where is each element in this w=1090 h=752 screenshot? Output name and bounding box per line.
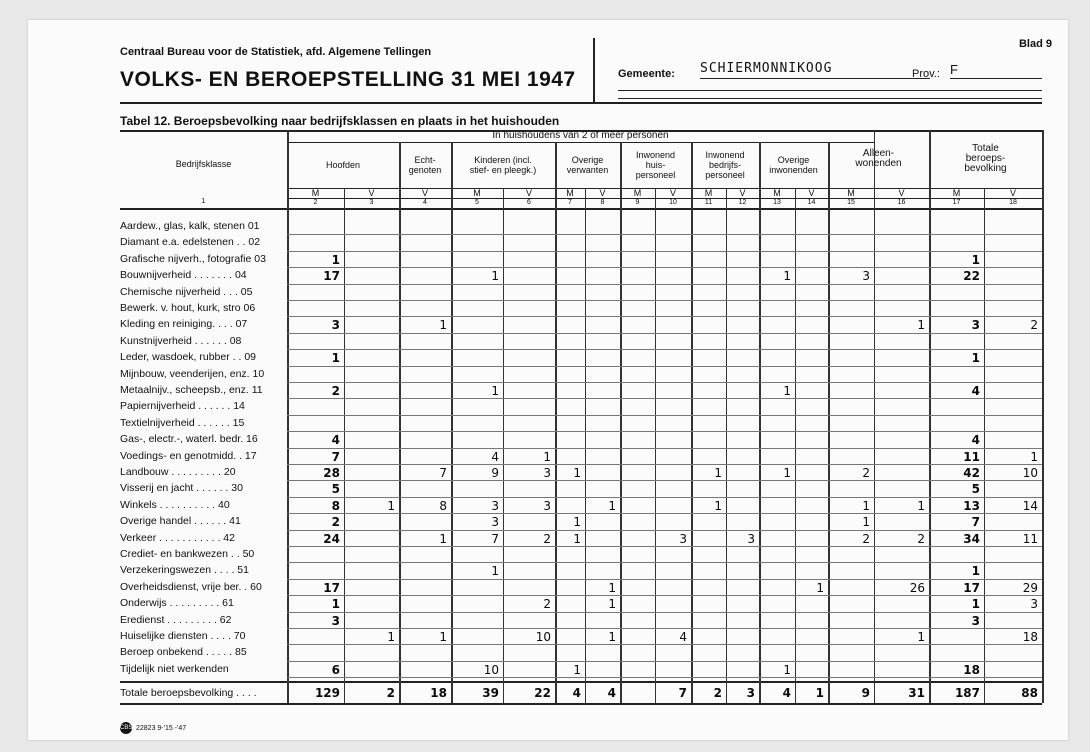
- table-cell: 1: [971, 252, 980, 267]
- table-cell: 1: [608, 498, 616, 513]
- sheet-number: Blad 9: [1018, 38, 1052, 50]
- table-cell: 3: [491, 498, 499, 513]
- row-label: Tijdelijk niet werkenden: [120, 662, 229, 675]
- table-cell: 3: [971, 318, 980, 333]
- table-cell: 1: [491, 384, 499, 398]
- print-code: 22823 9-'15 -'47: [136, 725, 187, 732]
- header-separator: [593, 38, 595, 102]
- header-bottom-rule: [120, 208, 1042, 210]
- total-cell: 31: [908, 686, 925, 701]
- table-cell: 1: [439, 531, 447, 546]
- column-rule: [874, 130, 875, 703]
- sex-label: V: [669, 188, 676, 198]
- table-cell: 6: [331, 662, 340, 677]
- row-rule: [287, 300, 1042, 301]
- row-label: Overheidsdienst, vrije ber. . 60: [120, 580, 262, 593]
- table-cell: 17: [323, 269, 340, 284]
- column-number: 13: [773, 199, 781, 206]
- row-label: Voedings- en genotmidd. . 17: [120, 449, 257, 462]
- table-cell: 3: [1030, 597, 1038, 612]
- table-cell: 42: [963, 466, 980, 480]
- table-cell: 2: [862, 531, 870, 546]
- header-rule: [618, 98, 1042, 99]
- total-cell: 1: [815, 686, 824, 701]
- total-cell: 2: [386, 686, 395, 701]
- table-cell: 7: [331, 449, 340, 464]
- table-cell: 1: [714, 466, 722, 480]
- title-underline: [120, 102, 1042, 104]
- row-label: Papiernijverheid . . . . . . 14: [120, 400, 245, 413]
- total-cell: 7: [678, 686, 687, 701]
- column-number: 6: [527, 199, 531, 206]
- row-label: Landbouw . . . . . . . . . 20: [120, 466, 236, 478]
- table-cell: 8: [439, 498, 447, 513]
- sex-label: V: [739, 188, 746, 198]
- column-rule: [344, 188, 345, 703]
- total-cell: 39: [482, 686, 499, 701]
- table-cell: 29: [1022, 580, 1038, 595]
- table-cell: 1: [439, 630, 447, 644]
- column-rule: [984, 188, 985, 703]
- column-number: 16: [897, 199, 906, 206]
- total-cell: 2: [713, 686, 722, 701]
- table-cell: 2: [331, 515, 340, 530]
- table-cell: 1: [714, 498, 722, 513]
- row-label: Mijnbouw, veenderijen, enz. 10: [120, 367, 265, 380]
- total-cell: 3: [746, 686, 755, 701]
- sex-label: M: [704, 188, 713, 198]
- sex-label: M: [847, 188, 855, 198]
- column-number: 3: [369, 199, 374, 206]
- table-cell: 2: [331, 384, 340, 398]
- column-rule: [828, 142, 830, 703]
- row-rule: [287, 415, 1042, 416]
- total-cell: 22: [534, 686, 551, 701]
- row-label: Metaalnijv., scheepsb., enz. 11: [120, 384, 263, 396]
- table-cell: 1: [971, 564, 980, 579]
- row-label: Kleding en reiniging. . . . 07: [120, 318, 248, 331]
- table-cell: 1: [491, 564, 499, 579]
- sex-label: V: [368, 188, 375, 198]
- gemeente-value: SCHIERMONNIKOOG: [700, 61, 930, 79]
- table-cell: 1: [331, 351, 340, 366]
- column-rule: [620, 142, 622, 703]
- table-cell: 17: [323, 580, 340, 595]
- table-cell: 3: [543, 466, 551, 480]
- row-label: Diamant e.a. edelstenen . . 02: [120, 236, 261, 249]
- column-header-2: Echt- genoten: [408, 155, 442, 175]
- table-cell: 8: [331, 498, 340, 513]
- table-cell: 3: [331, 318, 340, 333]
- column-header-3: Kinderen (incl. stief- en pleegk.): [469, 155, 537, 175]
- table-cell: 5: [331, 482, 340, 497]
- table-cell: 1: [783, 384, 791, 398]
- row-label: Gas-, electr.-, waterl. bedr. 16: [120, 433, 258, 446]
- document-title: VOLKS- EN BEROEPSTELLING 31 MEI 1947: [120, 68, 576, 91]
- table-cell: 2: [543, 597, 551, 612]
- row-label: Leder, wasdoek, rubber . . 09: [120, 351, 257, 364]
- table-cell: 1: [331, 597, 340, 612]
- row-label: Overige handel . . . . . . 41: [120, 515, 241, 528]
- column-header-9: Totale beroeps- bevolking: [964, 143, 1007, 174]
- table-cell: 1: [608, 597, 616, 612]
- table-cell: 1: [783, 662, 791, 677]
- cbs-stamp: CBS: [120, 722, 132, 734]
- table-cell: 10: [483, 662, 499, 677]
- row-label: Verzekeringswezen . . . . 51: [120, 564, 249, 577]
- table-cell: 1: [573, 531, 581, 546]
- row-label: Visserij en jacht . . . . . . 30: [120, 482, 243, 495]
- total-top-rule: [120, 681, 1042, 683]
- column-number: 10: [669, 199, 677, 206]
- table-cell: 1: [816, 580, 824, 595]
- group-header: In huishoudens van 2 of meer personen: [492, 130, 669, 141]
- row-label: Bouwnijverheid . . . . . . . 04: [120, 269, 247, 282]
- column-number: 17: [952, 199, 961, 206]
- column-number: 4: [423, 199, 427, 206]
- header-rule: [618, 90, 1042, 91]
- column-header-5: Inwonend huis- personeel: [635, 150, 676, 180]
- table-cell: 1: [608, 630, 616, 644]
- row-label: Crediet- en bankwezen . . 50: [120, 548, 255, 560]
- table-cell: 17: [963, 580, 980, 595]
- column-rule: [726, 188, 727, 703]
- row-label: Verkeer . . . . . . . . . . . 42: [120, 531, 235, 544]
- table-cell: 3: [543, 498, 551, 513]
- table-cell: 4: [971, 433, 980, 448]
- table-cell: 4: [679, 630, 687, 644]
- sex-label: V: [599, 188, 606, 198]
- table-cell: 3: [491, 515, 499, 530]
- table-cell: 2: [862, 466, 870, 480]
- column-number: 12: [738, 199, 747, 206]
- table-cell: 1: [1030, 449, 1038, 464]
- column-rule: [399, 142, 401, 703]
- table-cell: 3: [331, 613, 340, 628]
- column-rule: [451, 142, 453, 703]
- total-cell: 9: [861, 686, 870, 701]
- sex-label: M: [473, 188, 481, 198]
- table-cell: 18: [1022, 630, 1038, 644]
- column-number: 9: [635, 199, 640, 206]
- row-label: Chemische nijverheid . . . 05: [120, 285, 253, 298]
- table-cell: 13: [963, 498, 980, 513]
- table-cell: 3: [747, 531, 755, 546]
- column-number: 8: [600, 199, 605, 206]
- column-header-4: Overige verwanten: [566, 155, 609, 175]
- table-cell: 1: [439, 318, 447, 333]
- row-label: Winkels . . . . . . . . . . 40: [120, 498, 230, 511]
- column-number: 14: [807, 199, 816, 206]
- table-cell: 11: [1022, 531, 1038, 546]
- table-cell: 4: [971, 384, 980, 398]
- table-cell: 1: [917, 630, 925, 644]
- row-label: Huiselijke diensten . . . . 70: [120, 630, 246, 642]
- table-cell: 1: [573, 466, 581, 480]
- table-cell: 1: [543, 449, 551, 464]
- column-header-6: Inwonend bedrijfs- personeel: [705, 150, 745, 180]
- sex-label: V: [898, 188, 905, 198]
- sex-label: M: [952, 188, 961, 198]
- table-cell: 9: [491, 466, 499, 480]
- table-cell: 22: [963, 269, 980, 284]
- table-caption: Tabel 12. Beroepsbevolking naar bedrijfsklassen en plaats in het huishouden: [120, 114, 560, 128]
- row-rule: [287, 234, 1042, 235]
- row-label: Beroep onbekend . . . . . 85: [120, 646, 247, 659]
- column-number: 2: [313, 199, 318, 206]
- table-cell: 1: [573, 662, 581, 677]
- table-cell: 3: [862, 269, 870, 284]
- row-label: Textielnijverheid . . . . . . 15: [120, 416, 245, 429]
- column-number: 1: [201, 198, 206, 205]
- column-rule: [503, 188, 504, 703]
- province-value: F: [950, 62, 1042, 79]
- table-cell: 7: [439, 466, 447, 480]
- table-cell: 14: [1022, 498, 1038, 513]
- column-rule: [795, 188, 796, 703]
- organization-name: Centraal Bureau voor de Statistiek, afd. Algemene Tellingen: [120, 46, 432, 58]
- sex-label: M: [566, 188, 574, 198]
- table-cell: 1: [862, 515, 870, 530]
- sex-label: V: [525, 188, 532, 198]
- column-number: 11: [704, 199, 713, 206]
- table-cell: 4: [331, 433, 340, 448]
- total-cell: 4: [607, 686, 616, 701]
- column-number: 5: [475, 199, 479, 206]
- sex-label: V: [1009, 188, 1016, 198]
- sex-label: M: [773, 188, 781, 198]
- gemeente-label: Gemeente:: [618, 68, 675, 80]
- table-cell: 11: [963, 449, 980, 464]
- row-label: Grafische nijverh., fotografie 03: [120, 252, 266, 265]
- table-cell: 18: [963, 662, 980, 677]
- table-cell: 1: [491, 269, 499, 284]
- table-cell: 1: [917, 498, 925, 513]
- table-cell: 28: [323, 466, 340, 480]
- total-cell: 187: [954, 686, 980, 701]
- table-cell: 34: [963, 531, 980, 546]
- table-cell: 24: [323, 531, 340, 546]
- column-number: 7: [568, 199, 572, 206]
- table-cell: 1: [783, 466, 791, 480]
- total-cell: 129: [314, 686, 340, 701]
- sex-label: V: [808, 188, 815, 198]
- column-rule: [759, 142, 761, 703]
- table-cell: 1: [608, 580, 616, 595]
- column-rule: [1042, 130, 1044, 703]
- table-cell: 1: [971, 351, 980, 366]
- column-rule: [655, 188, 656, 703]
- row-label: Aardew., glas, kalk, stenen 01: [120, 220, 260, 232]
- column-number: 18: [1009, 199, 1017, 206]
- total-cell: 4: [782, 686, 791, 701]
- column-rule: [555, 142, 557, 703]
- row-label: Kunstnijverheid . . . . . . 08: [120, 334, 242, 347]
- table-cell: 1: [387, 630, 395, 644]
- table-cell: 10: [535, 630, 551, 644]
- table-cell: 1: [862, 498, 870, 513]
- table-cell: 2: [917, 531, 925, 546]
- column-header-1: Hoofden: [325, 160, 361, 170]
- column-rule: [585, 188, 586, 703]
- table-cell: 1: [387, 498, 395, 513]
- total-cell: 4: [572, 686, 581, 701]
- table-cell: 1: [971, 597, 980, 612]
- table-cell: 2: [543, 531, 551, 546]
- column-rule: [691, 142, 693, 703]
- table-cell: 1: [331, 252, 340, 267]
- column-header-7: Overige inwonenden: [769, 155, 818, 175]
- table-cell: 5: [971, 482, 980, 497]
- total-row-label: Totale beroepsbevolking . . . .: [120, 687, 257, 700]
- table-cell: 7: [971, 515, 980, 530]
- table-cell: 1: [783, 269, 791, 284]
- census-sheet: [28, 20, 1068, 740]
- table-cell: 7: [491, 531, 499, 546]
- table-cell: 10: [1022, 466, 1038, 480]
- row-label: Onderwijs . . . . . . . . . 61: [120, 597, 234, 610]
- table-cell: 3: [971, 613, 980, 628]
- table-cell: 3: [679, 531, 687, 546]
- column-number: 15: [847, 199, 855, 206]
- sex-label: M: [311, 188, 320, 198]
- row-header-label: Bedrijfsklasse: [175, 159, 232, 169]
- table-cell: 1: [917, 318, 925, 333]
- table-cell: 4: [491, 449, 499, 464]
- sex-label: M: [633, 188, 642, 198]
- table-cell: 1: [573, 515, 581, 530]
- row-label: Eredienst . . . . . . . . . 62: [120, 613, 232, 626]
- column-header-8: Alleen- wonenden: [855, 148, 902, 169]
- table-bottom-rule: [120, 703, 1042, 705]
- province-label: Prov.:: [912, 68, 940, 80]
- row-label: Bewerk. v. hout, kurk, stro 06: [120, 302, 256, 314]
- table-cell: 2: [1030, 318, 1038, 333]
- total-cell: 88: [1021, 686, 1038, 701]
- sex-label: V: [421, 188, 428, 198]
- total-cell: 18: [430, 686, 447, 701]
- table-cell: 26: [909, 580, 925, 595]
